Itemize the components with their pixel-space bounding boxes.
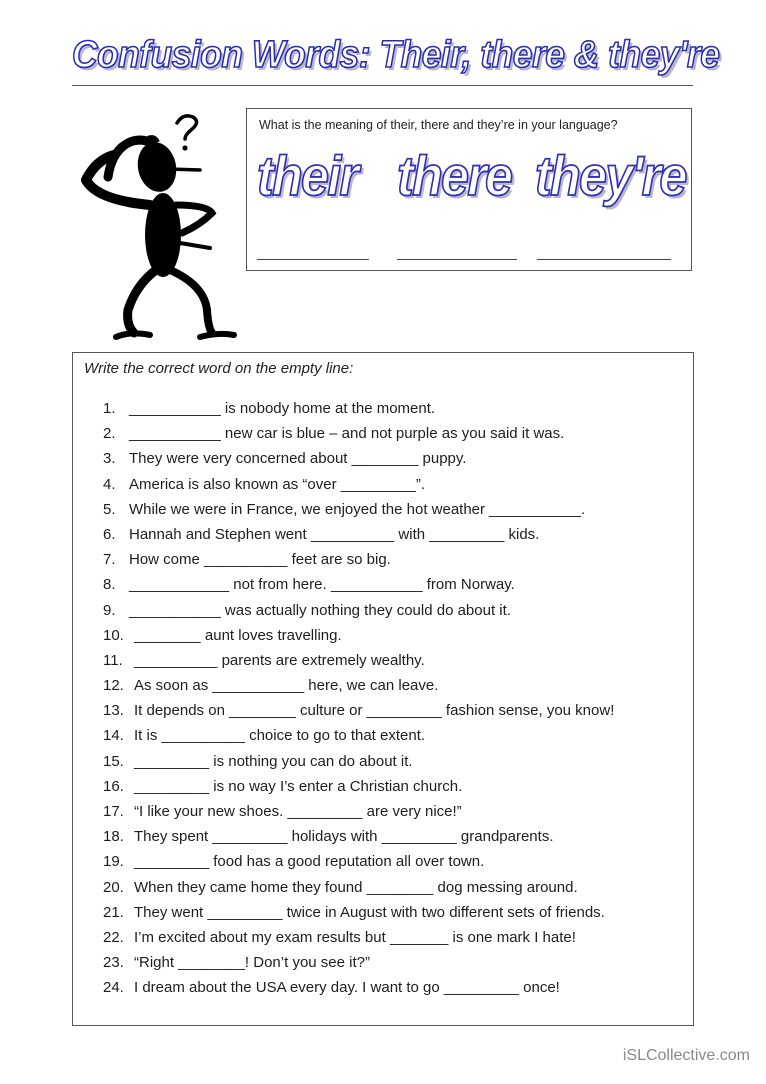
item-text: ________ aunt loves travelling. — [134, 626, 342, 644]
list-item — [103, 500, 614, 525]
word-theyre: they're — [535, 144, 686, 207]
item-number: 11. — [103, 651, 123, 669]
word-there: there — [397, 144, 512, 207]
item-number: 18. — [103, 828, 124, 846]
item-number: 24. — [103, 979, 124, 997]
item-text: When they came home they found ________ dog messing around. — [134, 878, 578, 896]
item-number: 4. — [103, 475, 116, 493]
meaning-question: What is the meaning of their, there and they’re in your language? — [259, 118, 618, 132]
meaning-box — [246, 108, 692, 271]
list-item — [103, 726, 614, 751]
item-text: America is also known as “over _________”. — [129, 475, 425, 493]
item-number: 17. — [103, 803, 124, 820]
title-divider — [72, 85, 693, 86]
item-text: They spent _________ holidays with _________ grandparents. — [134, 828, 554, 846]
item-text: _________ food has a good reputation all over town. — [134, 853, 485, 871]
item-text: ___________ is nobody home at the moment. — [129, 400, 436, 417]
item-text: _________ is nothing you can do about it. — [134, 752, 413, 770]
item-number: 23. — [103, 954, 124, 972]
list-item — [103, 525, 614, 550]
list-item — [103, 978, 614, 1003]
list-item — [103, 449, 614, 474]
item-number: 8. — [103, 576, 116, 594]
item-text: ___________ new car is blue – and not purple as you said it was. — [129, 425, 565, 443]
list-item — [103, 878, 614, 903]
item-text: Hannah and Stephen went __________ with _________ kids. — [129, 525, 540, 543]
exercise-list — [103, 399, 614, 1004]
item-text: As soon as ___________ here, we can leave. — [134, 677, 439, 695]
item-number: 12. — [103, 677, 124, 695]
page-title: Confusion Words: Their, there & they're — [72, 34, 720, 76]
list-item — [103, 827, 614, 852]
item-number: 1. — [103, 400, 116, 417]
list-item — [103, 676, 614, 701]
item-number: 21. — [103, 903, 124, 921]
item-number: 6. — [103, 525, 116, 543]
list-item — [103, 575, 614, 600]
list-item — [103, 928, 614, 953]
item-text: _________ is no way I’s enter a Christian church. — [134, 777, 463, 795]
item-number: 3. — [103, 450, 116, 468]
item-number: 9. — [103, 601, 116, 619]
exercise-instruction: Write the correct word on the empty line: — [84, 360, 354, 377]
list-item — [103, 752, 614, 777]
word-group — [257, 143, 687, 213]
confused-stick-figure-icon — [72, 105, 242, 345]
list-item — [103, 903, 614, 928]
item-text: “I like your new shoes. _________ are very nice!” — [134, 803, 462, 820]
list-item — [103, 626, 614, 651]
item-number: 15. — [103, 752, 124, 770]
item-text: “Right ________! Don’t you see it?” — [134, 954, 370, 972]
item-number: 19. — [103, 853, 124, 871]
list-item — [103, 777, 614, 802]
list-item — [103, 424, 614, 449]
list-item — [103, 701, 614, 726]
item-text: I’m excited about my exam results but _______ is one mark I hate! — [134, 928, 576, 946]
list-item — [103, 601, 614, 626]
item-text: It is __________ choice to go to that extent. — [134, 727, 426, 745]
list-item — [103, 802, 614, 827]
item-number: 2. — [103, 425, 116, 443]
item-text: ____________ not from here. ___________ from Norway. — [129, 576, 515, 594]
exercise-box — [72, 352, 694, 1026]
list-item — [103, 475, 614, 500]
answer-blank-theyre[interactable] — [537, 259, 671, 261]
item-text: How come __________ feet are so big. — [129, 551, 391, 569]
watermark: iSLCollective.com — [622, 1047, 750, 1064]
item-text: ___________ was actually nothing they could do about it. — [129, 601, 511, 619]
item-number: 20. — [103, 878, 124, 896]
item-number: 16. — [103, 777, 124, 795]
item-number: 10. — [103, 626, 124, 644]
item-number: 5. — [103, 500, 116, 518]
answer-blank-their[interactable] — [257, 259, 369, 261]
item-number: 14. — [103, 727, 124, 745]
list-item — [103, 399, 614, 424]
item-text: They were very concerned about ________ puppy. — [129, 450, 467, 468]
answer-blank-there[interactable] — [397, 259, 517, 261]
item-text: I dream about the USA every day. I want to go _________ once! — [134, 979, 560, 997]
item-number: 7. — [103, 551, 116, 569]
list-item — [103, 852, 614, 877]
item-text: While we were in France, we enjoyed the hot weather ___________. — [129, 500, 586, 518]
item-number: 13. — [103, 702, 124, 720]
list-item — [103, 953, 614, 978]
word-their: their — [257, 144, 358, 207]
item-text: They went _________ twice in August with two different sets of friends. — [134, 903, 605, 921]
item-number: 22. — [103, 928, 124, 946]
list-item — [103, 550, 614, 575]
item-text: It depends on ________ culture or _________ fashion sense, you know! — [134, 702, 615, 720]
list-item — [103, 651, 614, 676]
item-text: __________ parents are extremely wealthy. — [134, 651, 425, 669]
